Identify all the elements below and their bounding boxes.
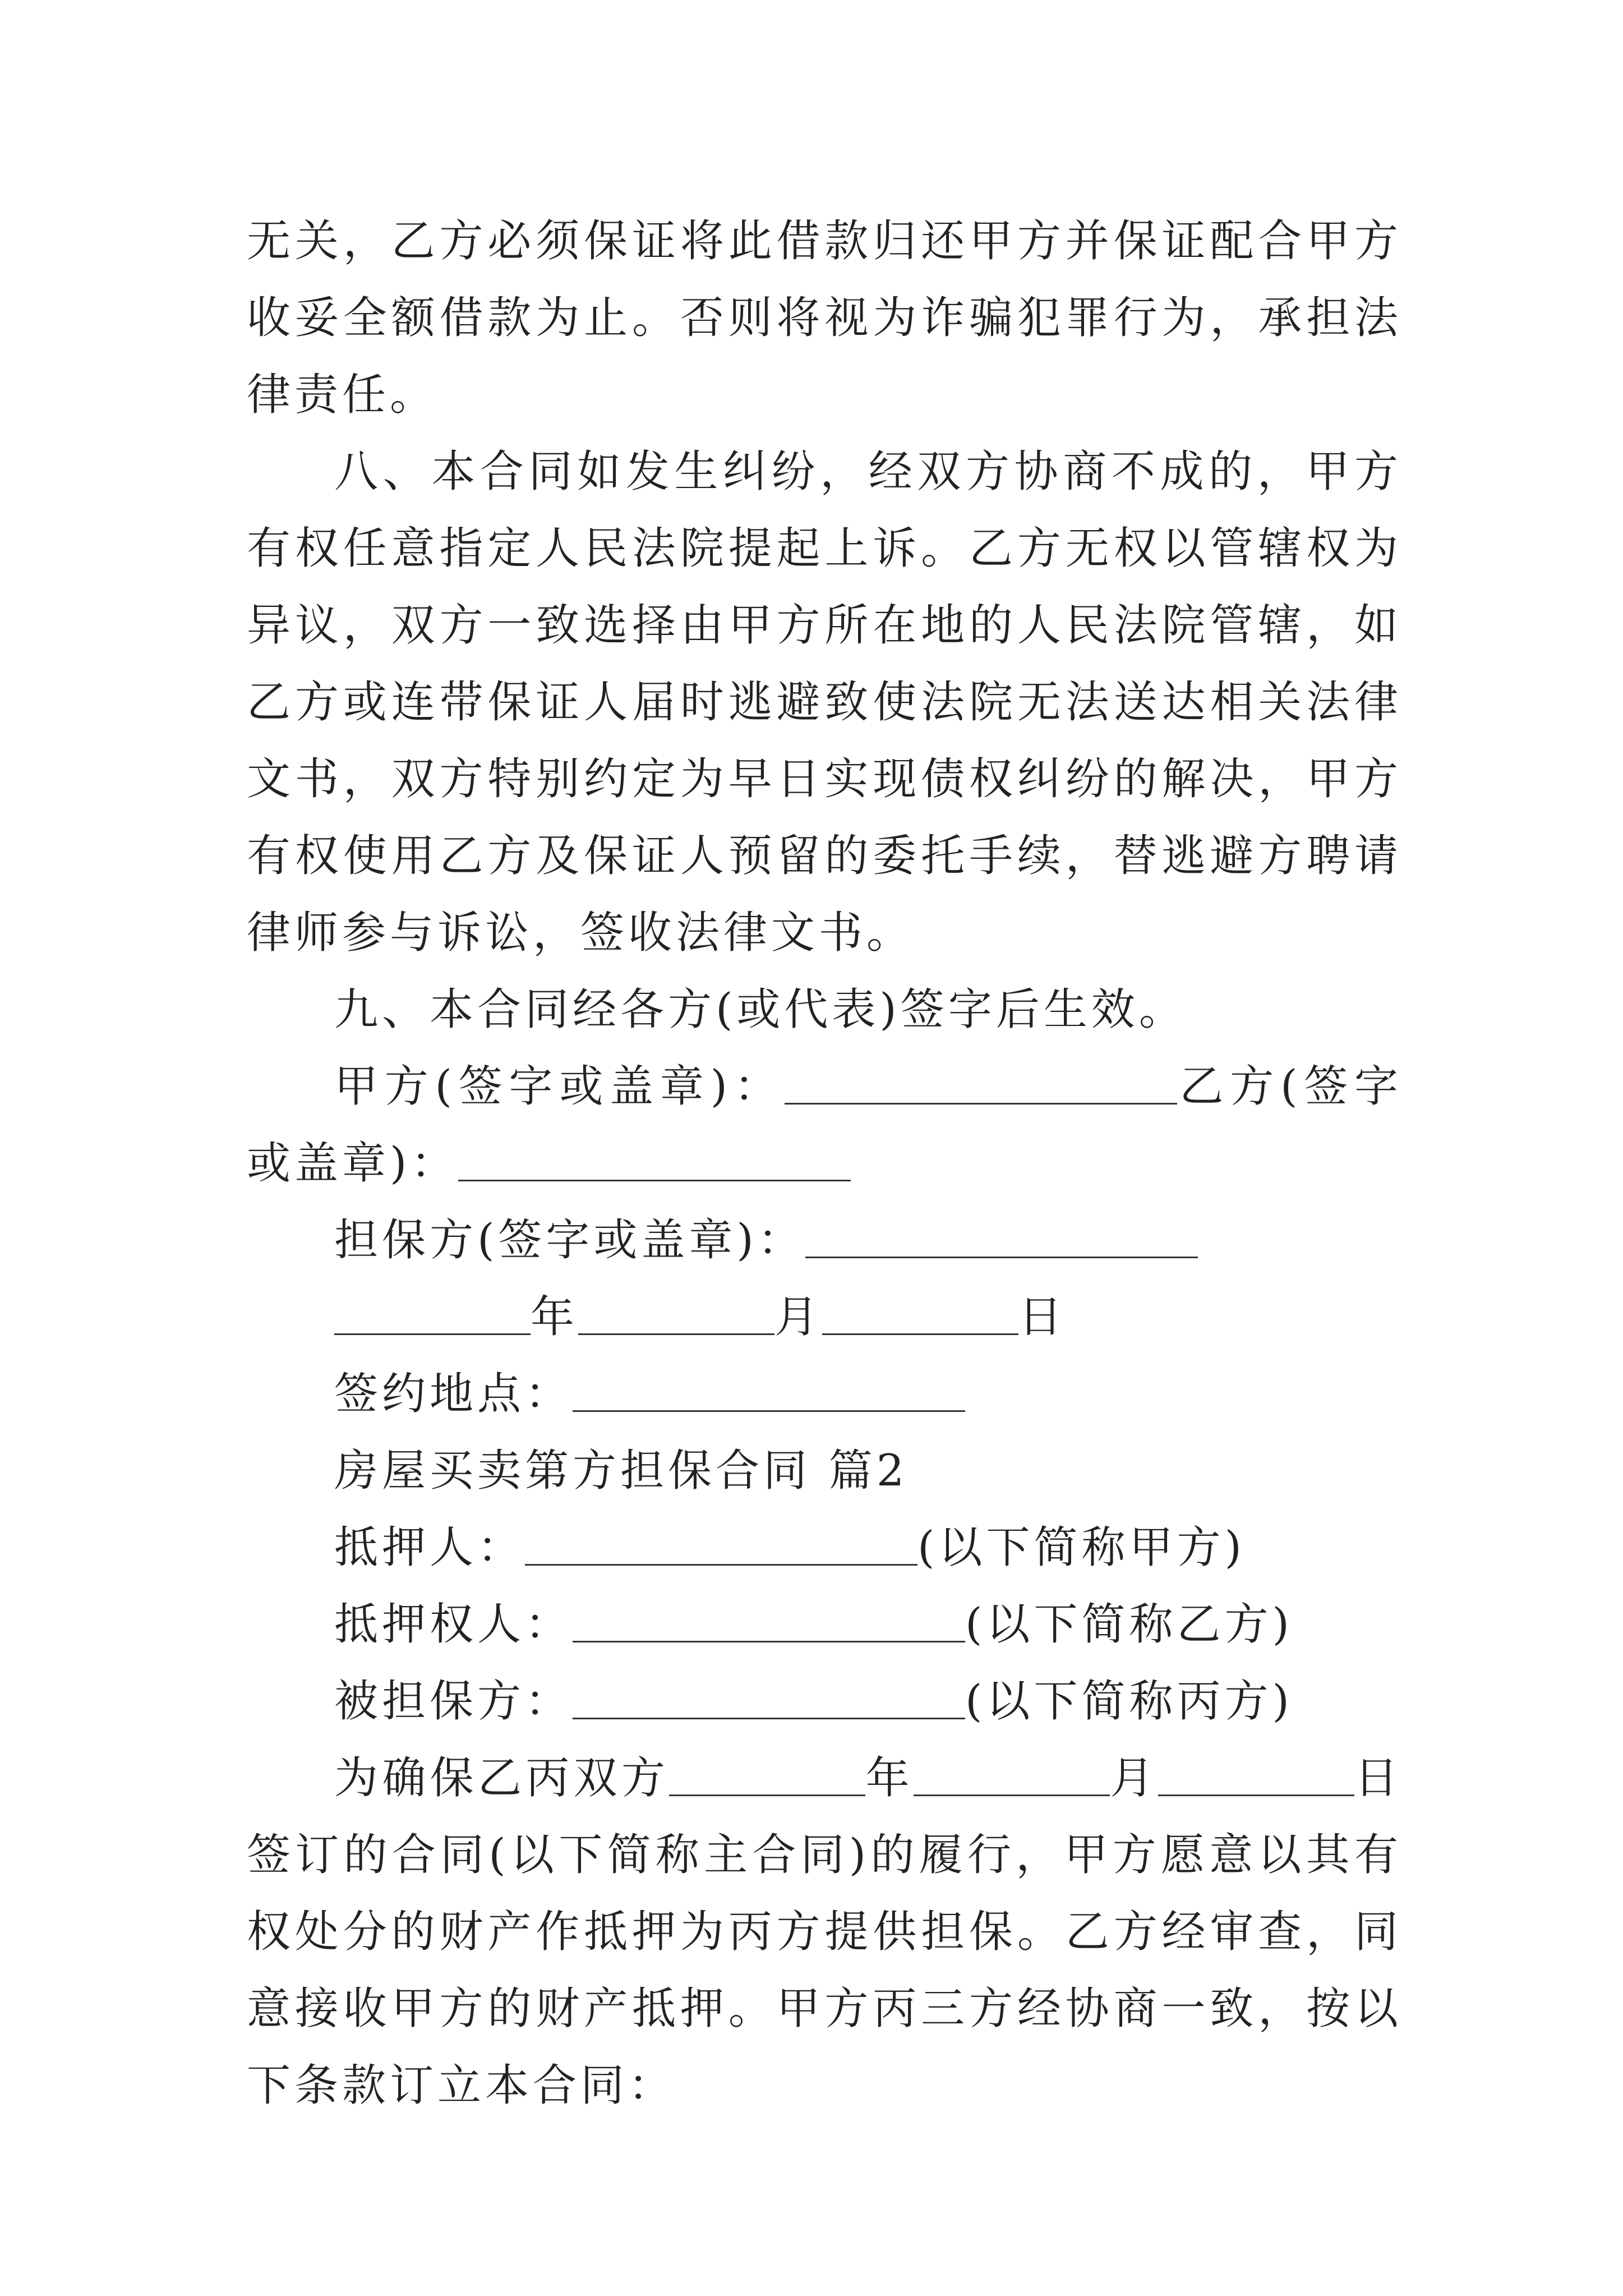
day-label: 日 (1018, 1292, 1067, 1342)
party-a-signature-blank (785, 1064, 1177, 1105)
signing-place (247, 1356, 1402, 1433)
clause-eight: 八、本合同如发生纠纷，经双方协商不成的，甲方有权任意指定人民法院提起上诉。乙方无权以管辖权为异议，双方一致选择由甲方所在地的人民法院管辖，如乙方或连带保证人届时逃避致使法院无法送达相关法律文书，双方特别约定为早日实现债权纠纷的解决，甲方有权使用乙方及保证人预留的委托手续，替逃避方聘请律师参与诉讼，签收法律文书。 (247, 447, 1402, 958)
party-b-label: 乙方(签字或盖章)： (247, 1061, 1402, 1189)
guarantor-signature (247, 1202, 1402, 1279)
intro-month-label: 月 (1109, 1753, 1158, 1803)
clause-nine: 九、本合同经各方(或代表)签字后生效。 (334, 984, 1187, 1035)
intro-day-blank (1158, 1755, 1354, 1796)
mortgagee-label: 抵押权人： (334, 1599, 573, 1650)
mortgagor-line (247, 1510, 1402, 1586)
party-b-signature-blank (458, 1140, 851, 1181)
mortgagor-suffix: (以下简称甲方) (917, 1522, 1246, 1573)
guaranteed-line (247, 1663, 1402, 1740)
mortgagor-label: 抵押人： (334, 1522, 525, 1573)
guaranteed-label: 被担保方： (334, 1676, 573, 1727)
guaranteed-suffix: (以下简称丙方) (965, 1676, 1293, 1727)
place-blank (573, 1371, 965, 1412)
guaranteed-blank (573, 1678, 965, 1719)
month-label: 月 (774, 1292, 823, 1342)
mortgagee-line (247, 1586, 1402, 1663)
mortgagee-suffix: (以下简称乙方) (965, 1599, 1293, 1650)
intro-prefix: 为确保乙丙双方 (334, 1753, 670, 1803)
intro-year-blank (669, 1755, 865, 1796)
day-blank (822, 1294, 1018, 1335)
year-blank (334, 1294, 531, 1335)
intro-month-blank (914, 1755, 1110, 1796)
year-label: 年 (531, 1292, 579, 1342)
party-a-label: 甲方(签字或盖章)： (334, 1061, 785, 1112)
intro-body: 签订的合同(以下简称主合同)的履行，甲方愿意以其有权处分的财产作抵押为丙方提供担保。乙方经审查，同意接收甲方的财产抵押。甲方丙三方经协商一致，按以下条款订立本合同： (247, 1830, 1402, 2111)
mortgagor-blank (525, 1525, 917, 1566)
section-two-title: 房屋买卖第方担保合同 篇2 (334, 1446, 909, 1496)
guarantor-label: 担保方(签字或盖章)： (334, 1215, 805, 1266)
place-label: 签约地点： (334, 1369, 573, 1419)
intro-year-label: 年 (865, 1753, 914, 1803)
guarantor-signature-blank (805, 1217, 1198, 1258)
section-two-intro (247, 1740, 1402, 2124)
intro-day-label: 日 (1354, 1753, 1402, 1803)
mortgagee-blank (573, 1602, 965, 1642)
document-body (247, 203, 1402, 2124)
paragraph-continuation: 无关，乙方必须保证将此借款归还甲方并保证配合甲方收妥全额借款为止。否则将视为诈骗犯罪行为，承担法律责任。 (247, 216, 1402, 420)
party-signatures (247, 1048, 1402, 1202)
month-blank (578, 1294, 774, 1335)
signing-date (247, 1279, 1402, 1356)
